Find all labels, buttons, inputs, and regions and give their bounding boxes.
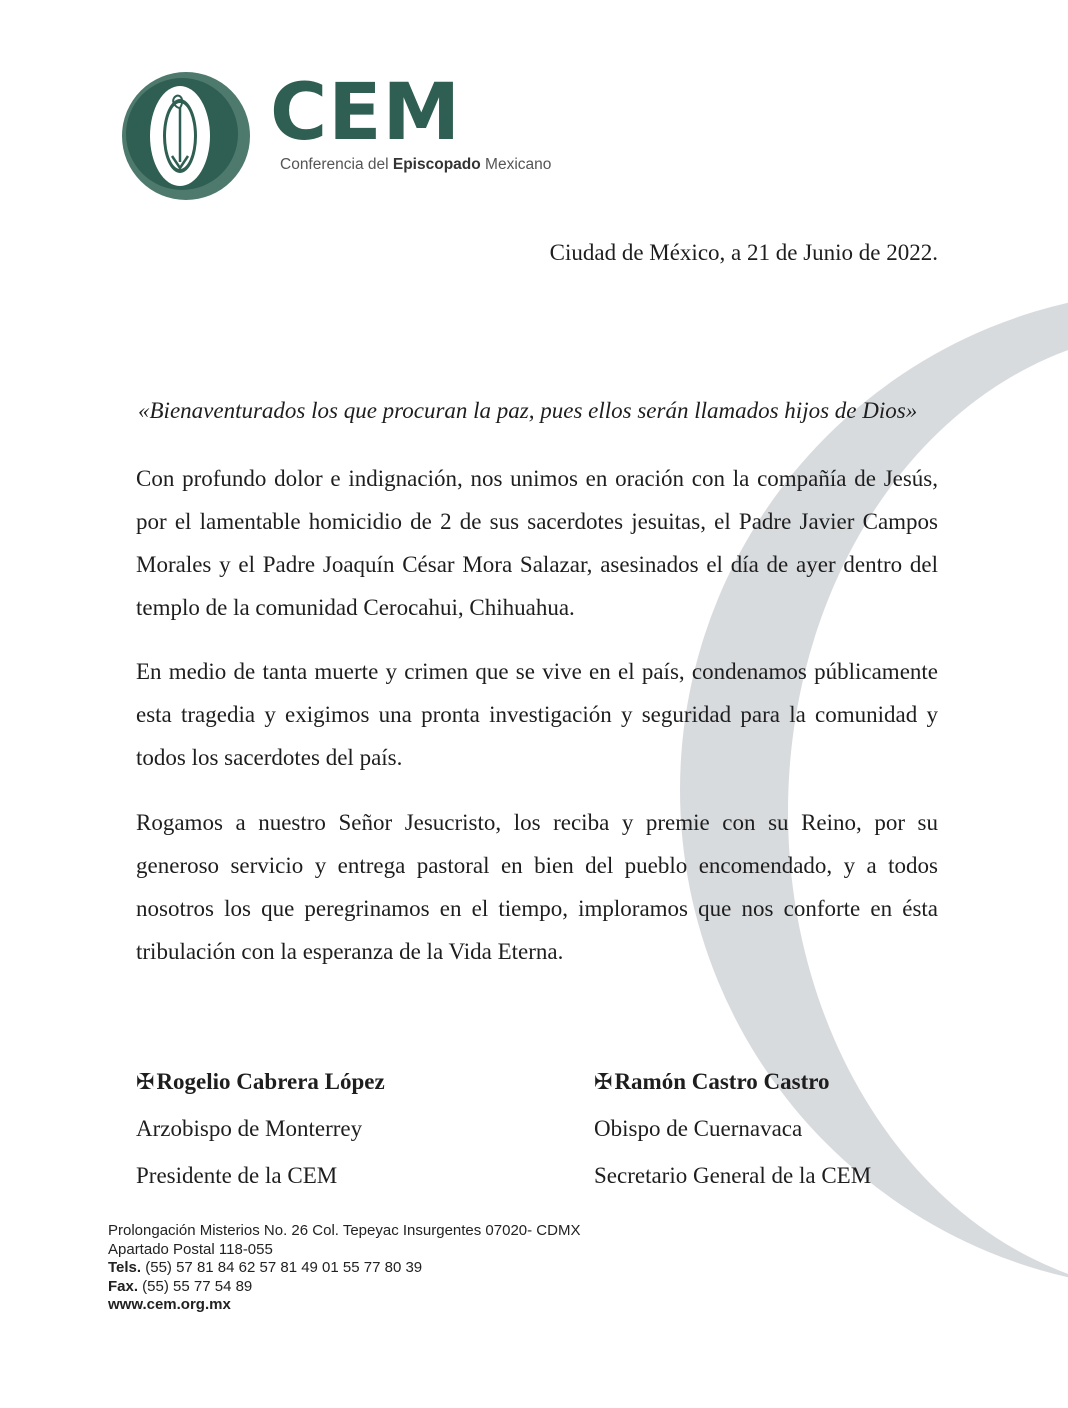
signatory-role: Obispo de Cuernavaca [594, 1116, 803, 1141]
cross-icon: ✠ [136, 1069, 155, 1094]
date-line: Ciudad de México, a 21 de Junio de 2022. [549, 240, 938, 265]
logo-subtitle: Conferencia del Episcopado Mexicano [280, 156, 552, 173]
logo-wordmark: CEM [270, 68, 462, 158]
signatory-name: Ramón Castro Castro [614, 1069, 830, 1094]
cem-logo-mark [108, 64, 258, 204]
signatory-role: Arzobispo de Monterrey [136, 1116, 363, 1141]
footer-contact [108, 1222, 580, 1315]
signatory-left [136, 1058, 385, 1199]
footer-address: Prolongación Misterios No. 26 Col. Tepeyac Insurgentes 07020- CDMX [108, 1222, 581, 1239]
footer-fax: Fax. (55) 55 77 54 89 [108, 1277, 253, 1295]
paragraph-1: Con profundo dolor e indignación, nos unimos en oración con la compañía de Jesús, por el lamentable homicidio de 2 de sus sacerdotes jesuitas, el Padre Javier Campos Morales y el Padre Joaquín César Mora Salazar, asesinados el día de ayer dentro del templo de la comunidad Cerocahui, Chihuahua. [136, 466, 938, 620]
signatory-name: Rogelio Cabrera López [156, 1069, 385, 1094]
signatory-role: Secretario General de la CEM [594, 1163, 872, 1188]
footer-tels: Tels. (55) 57 81 84 62 57 81 49 01 55 77 80 39 [108, 1259, 423, 1276]
quote: «Bienaventurados los que procuran la paz, pues ellos serán llamados hijos de Dios» [138, 398, 918, 423]
signatory-right [594, 1058, 871, 1199]
paragraph-2: En medio de tanta muerte y crimen que se vive en el país, condenamos públicamente esta tragedia y exigimos una pronta investigación y seguridad para la comunidad y todos los sacerdotes del país. [136, 659, 938, 770]
footer-website-link[interactable]: www.cem.org.mx [108, 1296, 231, 1313]
footer-po-box: Apartado Postal 118-055 [108, 1240, 273, 1258]
paragraph-3: Rogamos a nuestro Señor Jesucristo, los reciba y premie con su Reino, por su generoso servicio y entrega pastoral en bien del pueblo encomendado, y a todos nosotros los que peregrinamos en el tiempo, imploramos que nos conforte en ésta tribulación con la esperanza de la Vida Eterna. [136, 810, 938, 964]
cross-icon: ✠ [594, 1069, 613, 1094]
signatory-role: Presidente de la CEM [136, 1163, 338, 1188]
